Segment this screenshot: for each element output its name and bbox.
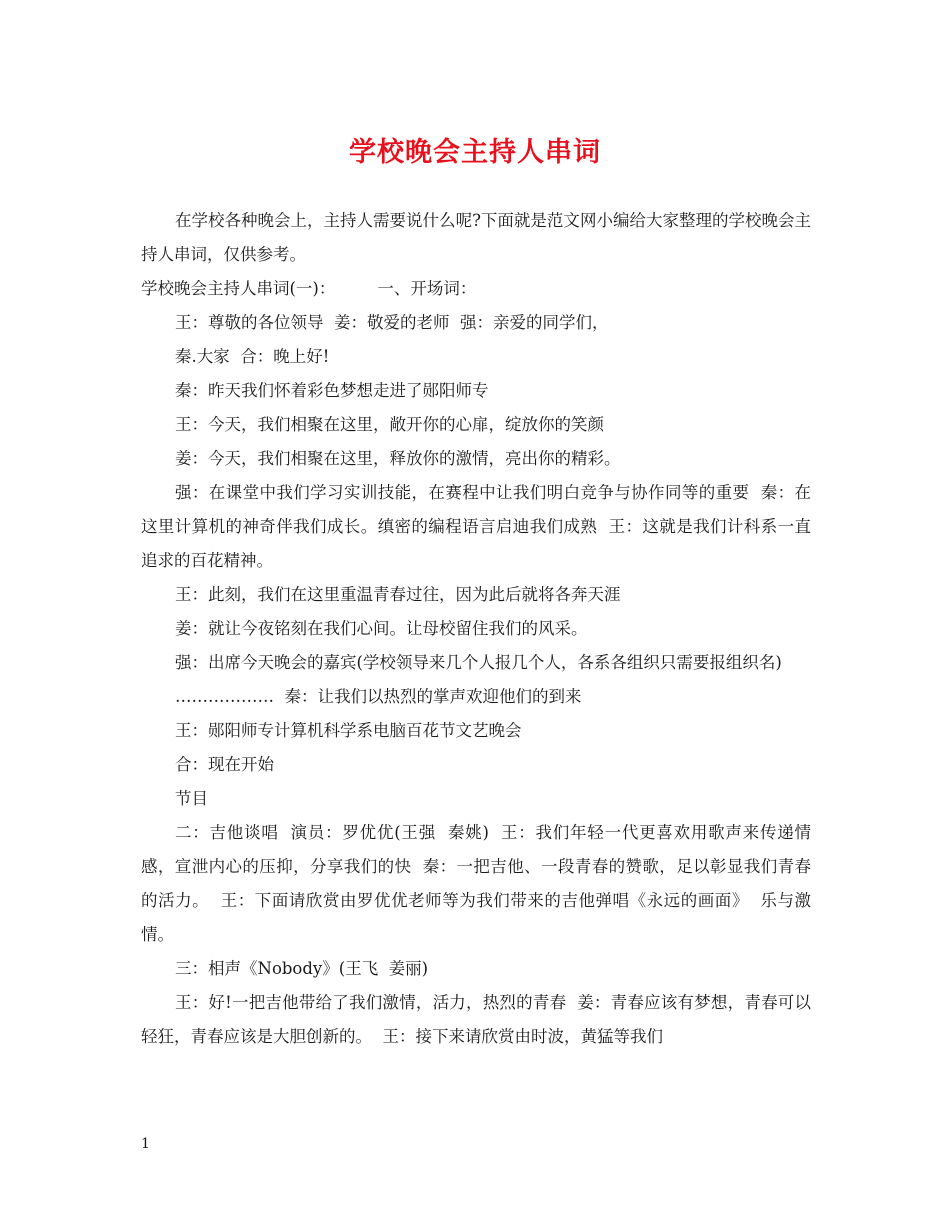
paragraph: 在学校各种晚会上，主持人需要说什么呢?下面就是范文网小编给大家整理的学校晚会主持人串词，仅供参考。 bbox=[141, 211, 811, 264]
paragraph: 二：吉他谈唱 演员：罗优优(王强 秦姚) 王：我们年轻一代更喜欢用歌声来传递情感，宣泄内心的压抑，分享我们的快 秦：一把吉他、一段青春的赞歌，足以彰显我们青春的活力。 王：下面请欣赏由罗优优老师等为我们带来的吉他弹唱《永远的画面》 乐与激情。 bbox=[141, 823, 811, 944]
paragraph: 王：今天，我们相聚在这里，敞开你的心扉，绽放你的笑颜 bbox=[175, 415, 604, 434]
paragraph: ……………… 秦：让我们以热烈的掌声欢迎他们的到来 bbox=[175, 687, 582, 706]
paragraph: 节目 bbox=[175, 789, 208, 808]
paragraph: 王：好!一把吉他带给了我们激情，活力，热烈的青春 姜：青春应该有梦想，青春可以轻狂，青春应该是大胆创新的。 王：接下来请欣赏由时波，黄猛等我们 bbox=[141, 993, 811, 1046]
paragraph: 三：相声《Nobody》(王飞 姜丽) bbox=[175, 959, 429, 978]
paragraph: 强：在课堂中我们学习实训技能，在赛程中让我们明白竞争与协作同等的重要 秦：在这里计算机的神奇伴我们成长。缜密的编程语言启迪我们成熟 王：这就是我们计科系一直追求的百花精神。 bbox=[141, 483, 811, 570]
paragraph: 强：出席今天晚会的嘉宾(学校领导来几个人报几个人，各系各组织只需要报组织名) bbox=[175, 653, 782, 672]
paragraph: 合：现在开始 bbox=[175, 755, 274, 774]
paragraph: 秦.大家 合：晚上好! bbox=[175, 347, 330, 366]
paragraph: 姜：今天，我们相聚在这里，释放你的激情，亮出你的精彩。 bbox=[175, 449, 621, 468]
document-body bbox=[141, 204, 811, 1054]
paragraph: 秦：昨天我们怀着彩色梦想走进了郧阳师专 bbox=[175, 381, 489, 400]
paragraph: 王：郧阳师专计算机科学系电脑百花节文艺晚会 bbox=[175, 721, 522, 740]
paragraph: 姜：就让今夜铭刻在我们心间。让母校留住我们的风采。 bbox=[175, 619, 588, 638]
paragraph: 王：尊敬的各位领导 姜：敬爱的老师 强：亲爱的同学们， bbox=[175, 313, 609, 332]
document-title: 学校晚会主持人串词 bbox=[349, 137, 601, 168]
page-number: 1 bbox=[141, 1136, 150, 1152]
paragraph: 王：此刻，我们在这里重温青春过往，因为此后就将各奔天涯 bbox=[175, 585, 621, 604]
paragraph: 学校晚会主持人串词(一)： 一、开场词： bbox=[141, 279, 477, 298]
